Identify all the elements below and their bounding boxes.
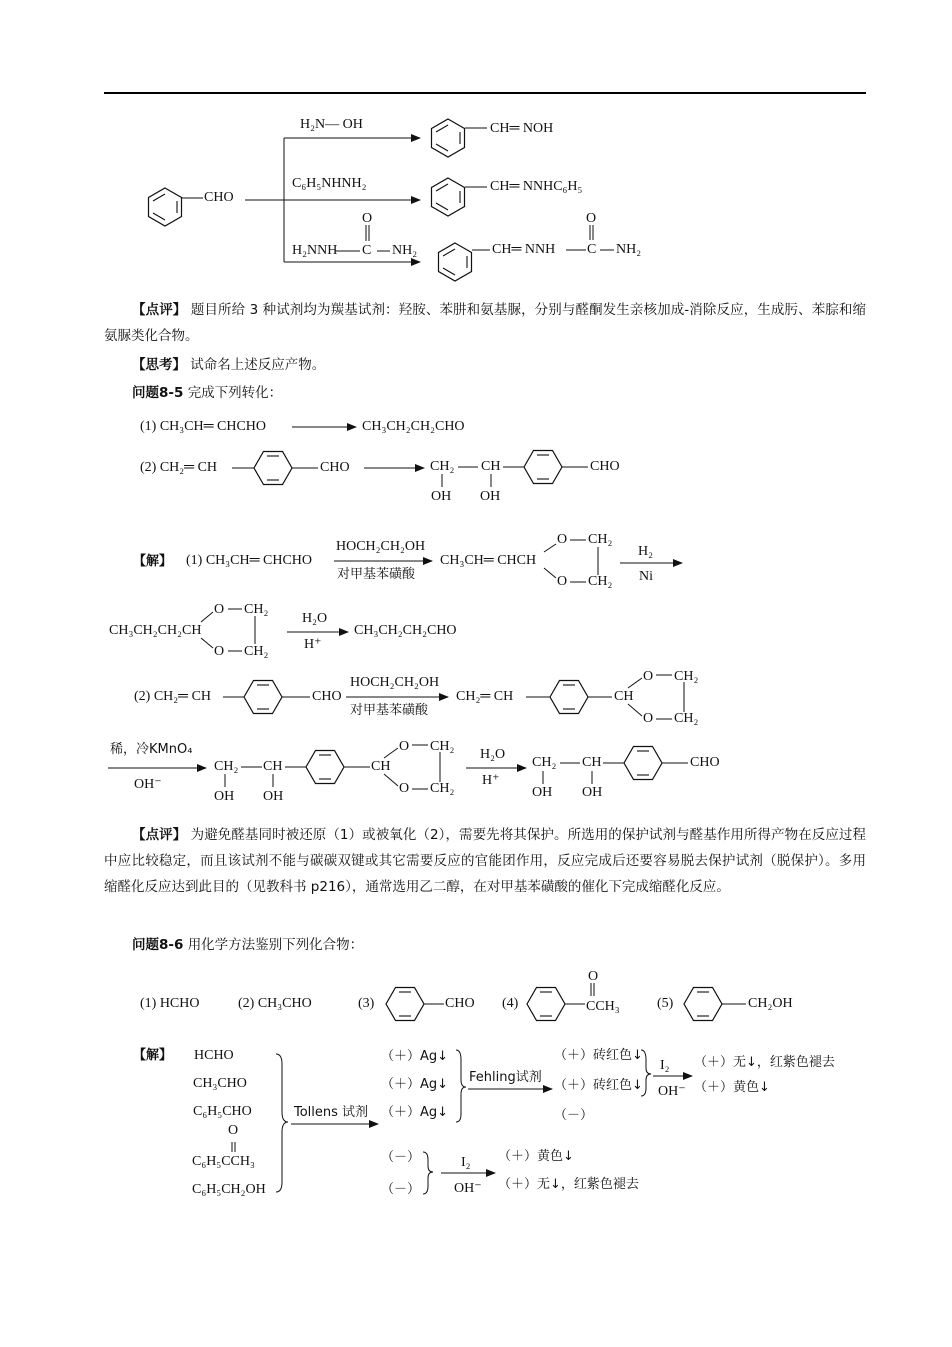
s2-acetal-vinyl: CH₂═ CH bbox=[456, 689, 514, 704]
iodoform-i2-a: I₂ bbox=[660, 1058, 670, 1073]
q2-reactant: (2) CH₂═ CH bbox=[140, 460, 218, 475]
s2-hplus: H⁺ bbox=[482, 773, 500, 788]
iodoform-result-a2: （＋）黄色↓ bbox=[694, 1080, 770, 1095]
brace bbox=[456, 1050, 466, 1122]
s2-o3: O bbox=[399, 739, 410, 754]
s2-start-cho: CHO bbox=[312, 689, 342, 704]
s1-reagent-catalyst: 对甲基苯磺酸 bbox=[337, 567, 416, 582]
think-label: 【思考】 bbox=[132, 357, 186, 373]
problem85-text: 完成下列转化： bbox=[187, 385, 283, 401]
problem85-heading bbox=[104, 380, 866, 406]
comment-1 bbox=[104, 297, 866, 349]
s2-ch2c: CH₂ bbox=[430, 739, 455, 754]
s2-diol-ch2: CH₂ bbox=[214, 759, 239, 774]
problem86-graphics bbox=[386, 983, 746, 1021]
s1-o3: O bbox=[214, 602, 225, 617]
benzene-ring bbox=[524, 451, 562, 484]
product-semicarbazone-left: CH═ NNH bbox=[492, 242, 556, 257]
compound-5-label: (5) bbox=[657, 996, 674, 1011]
benzene-ring bbox=[684, 988, 722, 1021]
tollens-reagent: Tollens 试剂 bbox=[294, 1105, 369, 1120]
brace bbox=[276, 1054, 288, 1192]
tollens-neg-1: （－） bbox=[381, 1150, 421, 1165]
s1-ch2d: CH₂ bbox=[244, 644, 269, 659]
s2-h2o: H₂O bbox=[480, 747, 506, 762]
analyte-2: CH₃CHO bbox=[193, 1076, 247, 1091]
think-text: 试命名上述反应产物。 bbox=[190, 357, 326, 373]
analyte-4-o: O bbox=[228, 1123, 239, 1138]
s2-diol-acetal-ch: CH bbox=[371, 759, 391, 774]
analyte-4: C₆H₅CCH₃ bbox=[192, 1154, 255, 1169]
s2-final-oh2: OH bbox=[582, 785, 603, 800]
s2-ch2b: CH₂ bbox=[674, 711, 699, 726]
solution85-label: 【解】 bbox=[133, 554, 173, 569]
think-1 bbox=[104, 352, 866, 378]
fehling-result-1: （＋）砖红色↓ bbox=[554, 1048, 643, 1063]
benzene-ring bbox=[432, 119, 465, 157]
s2-start: (2) CH₂═ CH bbox=[134, 689, 212, 704]
s2-reagent-catalyst: 对甲基苯磺酸 bbox=[350, 703, 429, 718]
iodoform-result-b2: （＋）无↓，红紫色褪去 bbox=[498, 1177, 639, 1192]
iodoform-result-b1: （＋）黄色↓ bbox=[498, 1149, 574, 1164]
s1-ni: Ni bbox=[639, 569, 653, 584]
s1-ch2b: CH₂ bbox=[588, 574, 613, 589]
s1-saturated-acetal: CH₃CH₂CH₂CH bbox=[109, 623, 202, 638]
s2-diol-oh2: OH bbox=[263, 789, 284, 804]
analyte-3: C₆H₅CHO bbox=[193, 1104, 252, 1119]
analyte-1: HCHO bbox=[194, 1048, 234, 1063]
reagent-semicarbazide-o: O bbox=[362, 211, 373, 226]
s1-reagent-glycol: HOCH₂CH₂OH bbox=[336, 539, 426, 554]
iodoform-result-a1: （＋）无↓，红紫色褪去 bbox=[694, 1055, 835, 1070]
s2-ch2d: CH₂ bbox=[430, 781, 455, 796]
tollens-neg-2: （－） bbox=[381, 1182, 421, 1197]
benzaldehyde-cho: CHO bbox=[204, 190, 234, 205]
s2-o1: O bbox=[643, 669, 654, 684]
brace bbox=[423, 1152, 433, 1194]
benzene-ring bbox=[550, 681, 588, 714]
s1-hplus: H⁺ bbox=[304, 637, 322, 652]
comment-1-label: 【点评】 bbox=[132, 302, 187, 318]
product-semicarbazone-c: C bbox=[587, 242, 597, 257]
tollens-result-3: （＋）Ag↓ bbox=[381, 1105, 449, 1120]
benzene-ring bbox=[306, 751, 344, 784]
s1-o4: O bbox=[214, 644, 225, 659]
comment-2-label: 【点评】 bbox=[132, 827, 187, 843]
product-oxime: CH═ NOH bbox=[490, 121, 554, 136]
benzene-ring bbox=[439, 243, 472, 281]
solution86-graphics bbox=[232, 1050, 692, 1197]
reagent-semicarbazide-c: C bbox=[362, 243, 372, 258]
benzene-ring bbox=[432, 178, 465, 216]
fehling-result-2: （＋）砖红色↓ bbox=[554, 1078, 643, 1093]
s2-reagent-glycol: HOCH₂CH₂OH bbox=[350, 675, 440, 690]
s2-acetal-ch: CH bbox=[614, 689, 634, 704]
benzene-ring bbox=[527, 988, 565, 1021]
benzene-ring bbox=[149, 188, 182, 226]
tollens-result-2: （＋）Ag↓ bbox=[381, 1077, 449, 1092]
compound-3-cho: CHO bbox=[445, 996, 475, 1011]
q2-reactant-cho: CHO bbox=[320, 460, 350, 475]
q2-product-ch2: CH₂ bbox=[430, 459, 455, 474]
problem85-graphics bbox=[232, 427, 588, 487]
s1-ch2c: CH₂ bbox=[244, 602, 269, 617]
s1-o1: O bbox=[557, 532, 568, 547]
s2-kmno4: 稀，冷KMnO₄ bbox=[110, 742, 193, 757]
solution86-label: 【解】 bbox=[133, 1048, 173, 1063]
reagent-semicarbazide-left: H₂NNH bbox=[292, 243, 338, 258]
s1-ch2a: CH₂ bbox=[588, 532, 613, 547]
s1-h2: H₂ bbox=[638, 544, 653, 559]
analyte-5: C₆H₅CH₂OH bbox=[192, 1182, 266, 1197]
iodoform-i2-b: I₂ bbox=[461, 1155, 471, 1170]
reagent-hydroxylamine: H₂N— OH bbox=[300, 117, 363, 132]
benzene-ring bbox=[254, 452, 292, 485]
problem85-label: 问题8-5 bbox=[132, 385, 184, 401]
s1-o2: O bbox=[557, 574, 568, 589]
s1-acetal: CH₃CH═ CHCH bbox=[440, 553, 537, 568]
q2-product-ch: CH bbox=[481, 459, 501, 474]
compound-4-group: CCH₃ bbox=[586, 999, 620, 1014]
product-semicarbazone-o: O bbox=[586, 211, 597, 226]
reagent-semicarbazide-nh2: NH₂ bbox=[392, 243, 418, 258]
s2-final-ch2: CH₂ bbox=[532, 755, 557, 770]
fehling-result-3: （－） bbox=[554, 1108, 594, 1123]
s2-final-ch: CH bbox=[582, 755, 602, 770]
s1-product: CH₃CH₂CH₂CHO bbox=[354, 623, 457, 638]
s2-final-oh1: OH bbox=[532, 785, 553, 800]
compound-1: (1) HCHO bbox=[140, 996, 200, 1011]
product-semicarbazone-nh2: NH₂ bbox=[616, 242, 642, 257]
product-phenylhydrazone: CH═ NNHC₆H₅ bbox=[490, 179, 583, 194]
s2-diol-oh1: OH bbox=[214, 789, 235, 804]
compound-4-label: (4) bbox=[502, 996, 519, 1011]
compound-3-label: (3) bbox=[358, 996, 375, 1011]
comment-2-text: 为避免醛基同时被还原（1）或被氧化（2），需要先将其保护。所选用的保护试剂与醛基作用所得产物在反应过程中应比较稳定，而且该试剂不能与碳碳双键或其它需要反应的官能团作用，反应完成后还要容易脱去保护试剂（脱保护）。多用缩醛化反应达到此目的（见教科书 p216），通常选用乙二醇，在对甲基苯磺酸的催化下完成缩醛化反应。 bbox=[104, 827, 867, 895]
s2-oh-minus: OH⁻ bbox=[134, 777, 162, 792]
q2-product-oh2: OH bbox=[480, 489, 501, 504]
s2-ch2a: CH₂ bbox=[674, 669, 699, 684]
s2-final-cho: CHO bbox=[690, 755, 720, 770]
compound-2: (2) CH₃CHO bbox=[238, 996, 312, 1011]
problem86-label: 问题8-6 bbox=[132, 937, 184, 953]
q1-product: CH₃CH₂CH₂CHO bbox=[362, 419, 465, 434]
problem86-text: 用化学方法鉴别下列化合物： bbox=[187, 937, 364, 953]
iodoform-oh-a: OH⁻ bbox=[658, 1084, 686, 1099]
tollens-result-1: （＋）Ag↓ bbox=[381, 1049, 449, 1064]
s1-start: (1) CH₃CH═ CHCHO bbox=[186, 553, 313, 568]
iodoform-oh-b: OH⁻ bbox=[454, 1181, 482, 1196]
compound-4-o: O bbox=[588, 969, 599, 984]
reagent-phenylhydrazine: C₆H₅NHNH₂ bbox=[292, 176, 367, 191]
benzene-ring bbox=[624, 747, 662, 780]
benzene-ring bbox=[386, 988, 424, 1021]
comment-1-text: 题目所给 3 种试剂均为羰基试剂：羟胺、苯肼和氨基脲，分别与醛酮发生亲核加成-消除反应，生成肟、苯腙和缩氨脲类化合物。 bbox=[104, 302, 867, 344]
fehling-reagent: Fehling试剂 bbox=[469, 1070, 542, 1085]
s2-o2: O bbox=[643, 711, 654, 726]
s1-h2o: H₂O bbox=[302, 611, 328, 626]
s2-diol-ch: CH bbox=[263, 759, 283, 774]
q2-product-cho: CHO bbox=[590, 459, 620, 474]
q2-product-oh1: OH bbox=[431, 489, 452, 504]
q1-reactant: (1) CH₃CH═ CHCHO bbox=[140, 419, 267, 434]
comment-2 bbox=[104, 822, 866, 900]
compound-5-group: CH₂OH bbox=[748, 996, 793, 1011]
problem86-heading bbox=[104, 932, 866, 958]
benzene-ring bbox=[244, 681, 282, 714]
s2-o4: O bbox=[399, 781, 410, 796]
